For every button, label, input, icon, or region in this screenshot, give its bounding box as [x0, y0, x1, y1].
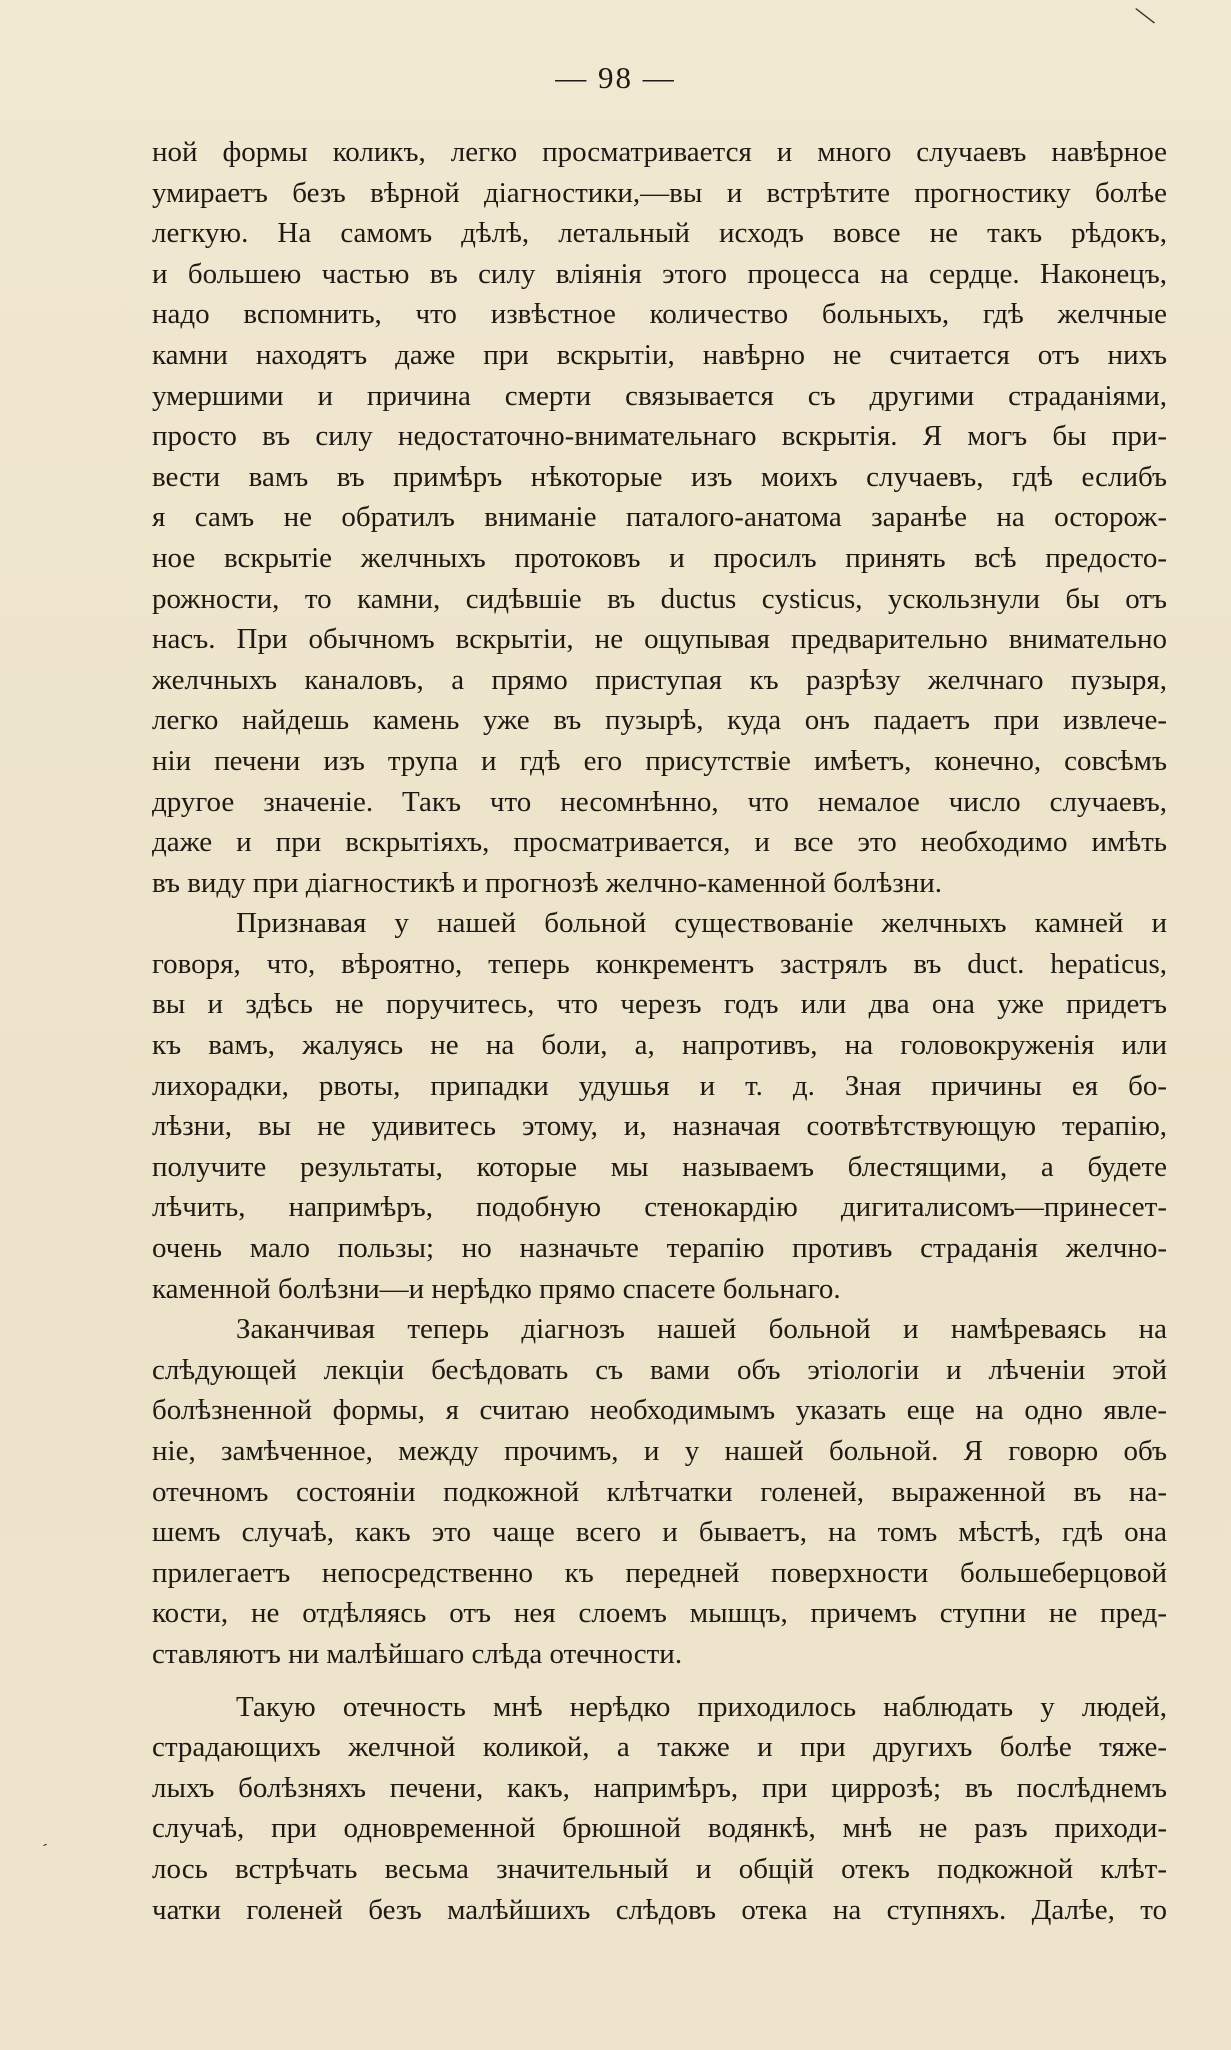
text-line: я самъ не обратилъ вниманіе паталого-анатома заранѣе на осторож- [152, 501, 1167, 534]
ink-mark: ˊ [36, 1839, 50, 1861]
text-line: страдающихъ желчной коликой, а также и при другихъ болѣе тяже- [152, 1731, 1167, 1764]
text-line: Признавая у нашей больной существованіе желчныхъ камней и [236, 907, 1167, 940]
text-line: каменной болѣзни—и нерѣдко прямо спасете больнаго. [152, 1272, 841, 1305]
text-line: вести вамъ въ примѣръ нѣкоторые изъ моихъ случаевъ, гдѣ еслибъ [152, 460, 1167, 493]
text-line: чатки голеней безъ малѣйшихъ слѣдовъ отека на ступняхъ. Далѣе, то [152, 1893, 1167, 1926]
text-line: и большею частью въ силу вліянія этого процесса на сердце. Наконецъ, [152, 257, 1167, 290]
text-line: легко найдешь камень уже въ пузырѣ, куда онъ падаетъ при извлече- [152, 704, 1167, 737]
text-line: ставляютъ ни малѣйшаго слѣда отечности. [152, 1637, 683, 1670]
text-line: камни находятъ даже при вскрытіи, навѣрно не считается отъ нихъ [152, 338, 1167, 371]
text-line: ніи печени изъ трупа и гдѣ его присутствіе имѣетъ, конечно, совсѣмъ [152, 744, 1167, 777]
text-line: даже и при вскрытіяхъ, просматривается, и все это необходимо имѣть [152, 826, 1167, 859]
text-line: лѣчить, напримѣръ, подобную стенокардію дигиталисомъ—принесет- [152, 1191, 1167, 1224]
page-number: — 98 — [555, 60, 676, 95]
paragraph [152, 132, 1167, 903]
text-line: просто въ силу недостаточно-внимательнаго вскрытія. Я могъ бы при- [152, 420, 1167, 453]
paragraph [152, 903, 1167, 1309]
text-line: другое значеніе. Такъ что несомнѣнно, что немалое число случаевъ, [152, 785, 1167, 818]
text-line: очень мало пользы; но назначьте терапію противъ страданія желчно- [152, 1232, 1167, 1265]
text-line: Заканчивая теперь діагнозъ нашей больной и намѣреваясь на [236, 1313, 1167, 1346]
text-line: желчныхъ каналовъ, а прямо приступая къ разрѣзу желчнаго пузыря, [152, 663, 1167, 696]
ink-mark: ╲ [1136, 4, 1155, 28]
text-line: ное вскрытіе желчныхъ протоковъ и просилъ принять всѣ предосто- [152, 541, 1167, 574]
text-line: умираетъ безъ вѣрной діагностики,—вы и встрѣтите прогностику болѣе [152, 176, 1167, 209]
text-line: получите результаты, которые мы называемъ блестящими, а будете [152, 1150, 1167, 1183]
text-line: слѣдующей лекціи бесѣдовать съ вами объ этіологіи и лѣченіи этой [152, 1353, 1167, 1386]
text-line: лѣзни, вы не удивитесь этому, и, назначая соотвѣтствующую терапію, [152, 1110, 1167, 1143]
text-line: болѣзненной формы, я считаю необходимымъ указать еще на одно явле- [152, 1394, 1167, 1427]
text-line: ніе, замѣченное, между прочимъ, и у нашей больной. Я говорю объ [152, 1435, 1167, 1467]
paragraph-gap [152, 1675, 1167, 1687]
paragraph [152, 1309, 1167, 1674]
text-line: говоря, что, вѣроятно, теперь конкрементъ застрялъ въ duct. hepaticus, [152, 947, 1167, 980]
text-line: лось встрѣчать весьма значительный и общій отекъ подкожной клѣт- [152, 1852, 1167, 1885]
text-line: лихорадки, рвоты, припадки удушья и т. д. Зная причины ея бо- [152, 1069, 1167, 1102]
text-line: отечномъ состояніи подкожной клѣтчатки голеней, выраженной въ на- [152, 1475, 1167, 1508]
text-line: насъ. При обычномъ вскрытіи, не ощупывая предварительно внимательно [152, 623, 1167, 656]
text-line: Такую отечность мнѣ нерѣдко приходилось наблюдать у людей, [236, 1690, 1167, 1723]
text-line: шемъ случаѣ, какъ это чаще всего и бываетъ, на томъ мѣстѣ, гдѣ она [152, 1516, 1167, 1549]
text-line: къ вамъ, жалуясь не на боли, а, напротивъ, на головокруженія или [152, 1029, 1167, 1062]
text-line: рожности, то камни, сидѣвшіе въ ductus cysticus, ускользнули бы отъ [152, 582, 1167, 615]
paragraph [152, 1687, 1167, 1931]
text-line: ной формы коликъ, легко просматривается и много случаевъ навѣрное [152, 136, 1167, 168]
text-line: въ виду при діагностикѣ и прогнозѣ желчно-каменной болѣзни. [152, 866, 942, 899]
text-line: надо вспомнить, что извѣстное количество больныхъ, гдѣ желчные [152, 298, 1167, 331]
text-line: умершими и причина смерти связывается съ другими страданіями, [152, 379, 1167, 412]
text-line: случаѣ, при одновременной брюшной водянкѣ, мнѣ не разъ приходи- [152, 1812, 1167, 1845]
text-line: кости, не отдѣляясь отъ нея слоемъ мышцъ, причемъ ступни не пред- [152, 1597, 1167, 1630]
text-line: вы и здѣсь не поручитесь, что черезъ годъ или два она уже придетъ [152, 988, 1167, 1021]
text-line: легкую. На самомъ дѣлѣ, летальный исходъ вовсе не такъ рѣдокъ, [152, 217, 1167, 250]
body-text [152, 132, 1167, 1930]
text-line: прилегаетъ непосредственно къ передней поверхности большеберцовой [152, 1556, 1167, 1589]
text-line: лыхъ болѣзняхъ печени, какъ, напримѣръ, при циррозѣ; въ послѣднемъ [152, 1771, 1167, 1804]
